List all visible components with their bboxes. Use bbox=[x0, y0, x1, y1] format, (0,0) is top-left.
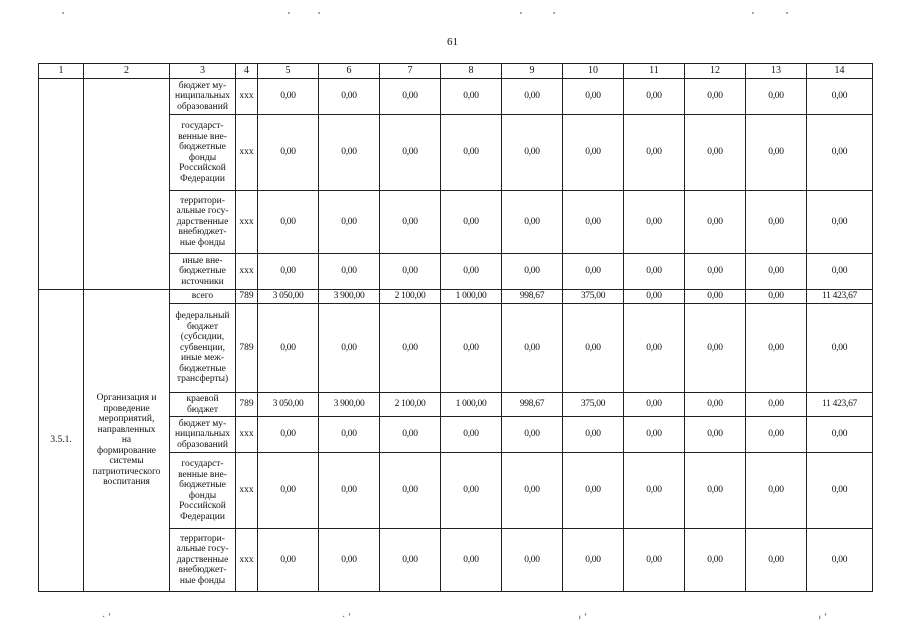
amount-cell: 0,00 bbox=[319, 191, 380, 254]
column-header: 6 bbox=[319, 64, 380, 79]
column-header: 12 bbox=[685, 64, 746, 79]
amount-cell: 0,00 bbox=[319, 79, 380, 115]
budget-code: xxx bbox=[236, 453, 258, 529]
amount-cell: 0,00 bbox=[319, 115, 380, 191]
item-number bbox=[39, 79, 84, 290]
funding-source: краевой бюджет bbox=[170, 393, 236, 417]
amount-cell: 0,00 bbox=[563, 529, 624, 592]
amount-cell: 0,00 bbox=[319, 304, 380, 393]
amount-cell: 0,00 bbox=[807, 79, 873, 115]
amount-cell: 0,00 bbox=[380, 79, 441, 115]
column-header: 11 bbox=[624, 64, 685, 79]
amount-cell: 0,00 bbox=[807, 417, 873, 453]
amount-cell: 0,00 bbox=[746, 304, 807, 393]
amount-cell: 1 000,00 bbox=[441, 290, 502, 304]
amount-cell: 0,00 bbox=[685, 290, 746, 304]
header-row bbox=[39, 64, 873, 79]
scan-mark: · ‘ bbox=[102, 612, 112, 623]
amount-cell: 0,00 bbox=[685, 529, 746, 592]
amount-cell: 0,00 bbox=[258, 417, 319, 453]
amount-cell: 0,00 bbox=[563, 304, 624, 393]
column-header: 10 bbox=[563, 64, 624, 79]
amount-cell: 11 423,67 bbox=[807, 290, 873, 304]
column-header: 8 bbox=[441, 64, 502, 79]
funding-source: бюджет му- ниципальных образований bbox=[170, 79, 236, 115]
amount-cell: 0,00 bbox=[380, 254, 441, 290]
amount-cell: 3 050,00 bbox=[258, 290, 319, 304]
amount-cell: 0,00 bbox=[685, 417, 746, 453]
amount-cell: 0,00 bbox=[441, 79, 502, 115]
amount-cell: 0,00 bbox=[746, 254, 807, 290]
amount-cell: 0,00 bbox=[441, 529, 502, 592]
amount-cell: 0,00 bbox=[746, 290, 807, 304]
scan-mark: › ‘ bbox=[818, 612, 828, 623]
amount-cell: 0,00 bbox=[441, 304, 502, 393]
budget-code: 789 bbox=[236, 393, 258, 417]
amount-cell: 0,00 bbox=[685, 79, 746, 115]
amount-cell: 0,00 bbox=[319, 417, 380, 453]
funding-source: территори- альные госу- дарственные внебюджет- ные фонды bbox=[170, 191, 236, 254]
amount-cell: 0,00 bbox=[258, 254, 319, 290]
amount-cell: 11 423,67 bbox=[807, 393, 873, 417]
amount-cell: 0,00 bbox=[380, 417, 441, 453]
amount-cell: 0,00 bbox=[624, 191, 685, 254]
column-header: 14 bbox=[807, 64, 873, 79]
amount-cell: 0,00 bbox=[807, 453, 873, 529]
amount-cell: 0,00 bbox=[807, 304, 873, 393]
funding-source: всего bbox=[170, 290, 236, 304]
budget-table bbox=[38, 63, 873, 592]
amount-cell: 1 000,00 bbox=[441, 393, 502, 417]
funding-source: федеральный бюджет (субсидии, субвенции, иные меж- бюджетные трансферты) bbox=[170, 304, 236, 393]
budget-code: xxx bbox=[236, 79, 258, 115]
amount-cell: 0,00 bbox=[319, 254, 380, 290]
amount-cell: 0,00 bbox=[624, 393, 685, 417]
item-name: Организация и проведение мероприятий, направленных на формирование системы патриотического воспитания bbox=[84, 290, 170, 592]
column-header: 9 bbox=[502, 64, 563, 79]
amount-cell: 0,00 bbox=[746, 453, 807, 529]
funding-source: бюджет му- ниципальных образований bbox=[170, 417, 236, 453]
amount-cell: 0,00 bbox=[685, 115, 746, 191]
column-header: 7 bbox=[380, 64, 441, 79]
amount-cell: 0,00 bbox=[380, 115, 441, 191]
column-header: 13 bbox=[746, 64, 807, 79]
table-row bbox=[39, 79, 873, 115]
amount-cell: 0,00 bbox=[624, 529, 685, 592]
amount-cell: 0,00 bbox=[807, 115, 873, 191]
amount-cell: 0,00 bbox=[258, 115, 319, 191]
amount-cell: 0,00 bbox=[319, 453, 380, 529]
amount-cell: 0,00 bbox=[624, 417, 685, 453]
amount-cell: 0,00 bbox=[746, 529, 807, 592]
amount-cell: 0,00 bbox=[685, 304, 746, 393]
scan-mark: · ‘ bbox=[342, 612, 352, 623]
amount-cell: 0,00 bbox=[502, 529, 563, 592]
amount-cell: 0,00 bbox=[502, 254, 563, 290]
amount-cell: 0,00 bbox=[502, 115, 563, 191]
amount-cell: 0,00 bbox=[685, 453, 746, 529]
amount-cell: 0,00 bbox=[807, 191, 873, 254]
amount-cell: 0,00 bbox=[746, 79, 807, 115]
table-row bbox=[39, 290, 873, 304]
amount-cell: 0,00 bbox=[502, 304, 563, 393]
amount-cell: 375,00 bbox=[563, 393, 624, 417]
amount-cell: 998,67 bbox=[502, 393, 563, 417]
amount-cell: 0,00 bbox=[258, 529, 319, 592]
amount-cell: 2 100,00 bbox=[380, 290, 441, 304]
amount-cell: 0,00 bbox=[319, 529, 380, 592]
amount-cell: 0,00 bbox=[380, 191, 441, 254]
amount-cell: 0,00 bbox=[624, 453, 685, 529]
amount-cell: 3 050,00 bbox=[258, 393, 319, 417]
amount-cell: 0,00 bbox=[380, 529, 441, 592]
amount-cell: 0,00 bbox=[258, 453, 319, 529]
column-header: 5 bbox=[258, 64, 319, 79]
amount-cell: 0,00 bbox=[502, 417, 563, 453]
amount-cell: 0,00 bbox=[624, 290, 685, 304]
funding-source: иные вне- бюджетные источники bbox=[170, 254, 236, 290]
amount-cell: 0,00 bbox=[563, 254, 624, 290]
amount-cell: 0,00 bbox=[746, 417, 807, 453]
amount-cell: 0,00 bbox=[258, 191, 319, 254]
budget-code: xxx bbox=[236, 254, 258, 290]
amount-cell: 0,00 bbox=[380, 453, 441, 529]
column-header: 1 bbox=[39, 64, 84, 79]
amount-cell: 0,00 bbox=[685, 393, 746, 417]
amount-cell: 998,67 bbox=[502, 290, 563, 304]
amount-cell: 0,00 bbox=[807, 529, 873, 592]
amount-cell: 0,00 bbox=[441, 417, 502, 453]
table-body bbox=[39, 79, 873, 592]
amount-cell: 0,00 bbox=[563, 417, 624, 453]
amount-cell: 0,00 bbox=[624, 79, 685, 115]
amount-cell: 0,00 bbox=[685, 191, 746, 254]
amount-cell: 0,00 bbox=[441, 453, 502, 529]
amount-cell: 3 900,00 bbox=[319, 290, 380, 304]
column-header: 2 bbox=[84, 64, 170, 79]
amount-cell: 0,00 bbox=[563, 115, 624, 191]
column-header: 3 bbox=[170, 64, 236, 79]
funding-source: территори- альные госу- дарственные внебюджет- ные фонды bbox=[170, 529, 236, 592]
amount-cell: 0,00 bbox=[563, 191, 624, 254]
amount-cell: 0,00 bbox=[624, 254, 685, 290]
item-name bbox=[84, 79, 170, 290]
funding-source: государст- венные вне- бюджетные фонды Российской Федерации bbox=[170, 453, 236, 529]
amount-cell: 0,00 bbox=[441, 254, 502, 290]
amount-cell: 375,00 bbox=[563, 290, 624, 304]
amount-cell: 0,00 bbox=[502, 79, 563, 115]
scan-mark: › ‘ bbox=[578, 612, 588, 623]
amount-cell: 0,00 bbox=[380, 304, 441, 393]
item-number: 3.5.1. bbox=[39, 290, 84, 592]
budget-code: xxx bbox=[236, 115, 258, 191]
budget-code: 789 bbox=[236, 290, 258, 304]
amount-cell: 0,00 bbox=[502, 453, 563, 529]
amount-cell: 0,00 bbox=[624, 304, 685, 393]
amount-cell: 0,00 bbox=[441, 191, 502, 254]
funding-source: государст- венные вне- бюджетные фонды Российской Федерации bbox=[170, 115, 236, 191]
budget-code: xxx bbox=[236, 417, 258, 453]
amount-cell: 0,00 bbox=[685, 254, 746, 290]
amount-cell: 2 100,00 bbox=[380, 393, 441, 417]
amount-cell: 0,00 bbox=[502, 191, 563, 254]
amount-cell: 0,00 bbox=[746, 393, 807, 417]
amount-cell: 0,00 bbox=[746, 115, 807, 191]
column-header: 4 bbox=[236, 64, 258, 79]
amount-cell: 3 900,00 bbox=[319, 393, 380, 417]
amount-cell: 0,00 bbox=[807, 254, 873, 290]
amount-cell: 0,00 bbox=[441, 115, 502, 191]
amount-cell: 0,00 bbox=[258, 79, 319, 115]
amount-cell: 0,00 bbox=[624, 115, 685, 191]
page-number: 61 bbox=[447, 36, 458, 48]
amount-cell: 0,00 bbox=[563, 79, 624, 115]
amount-cell: 0,00 bbox=[746, 191, 807, 254]
amount-cell: 0,00 bbox=[258, 304, 319, 393]
budget-code: xxx bbox=[236, 529, 258, 592]
amount-cell: 0,00 bbox=[563, 453, 624, 529]
budget-code: 789 bbox=[236, 304, 258, 393]
budget-code: xxx bbox=[236, 191, 258, 254]
